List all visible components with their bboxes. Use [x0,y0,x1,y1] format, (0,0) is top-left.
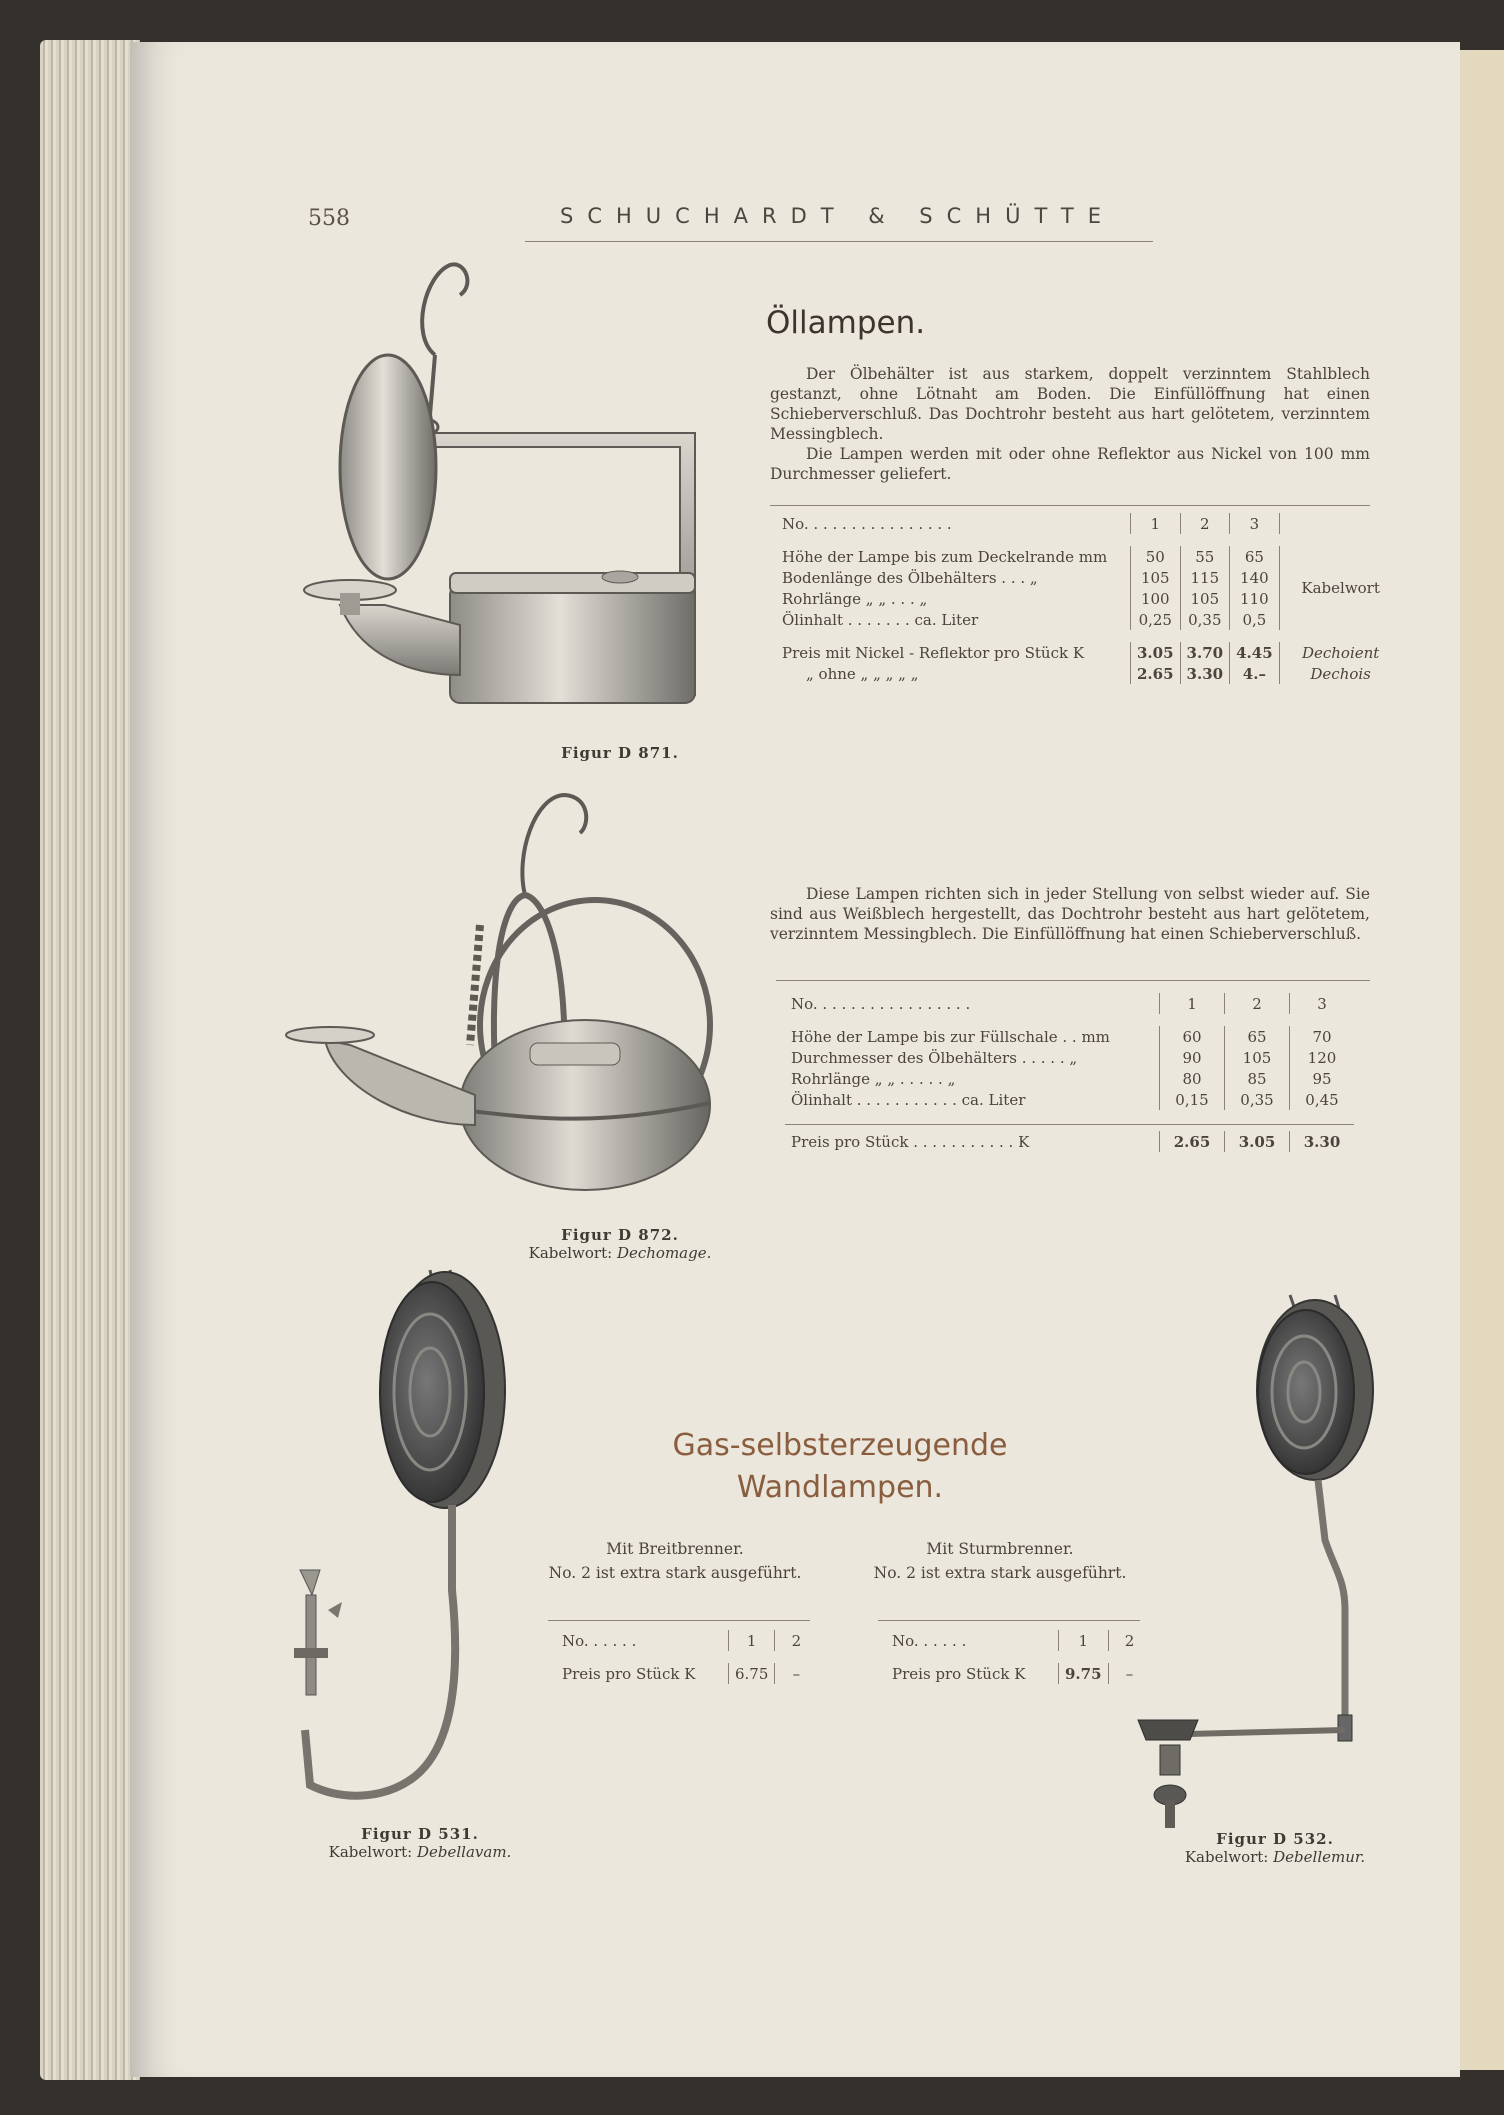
figure-caption-d531: Figur D 531. Kabelwort: Debellavam. [328,1825,512,1861]
table-row [776,546,1402,567]
no-label: No. . . . . . . . . . . . . . . . [782,514,952,533]
table1-top-rule [770,505,1370,506]
col-no-2: 2 [1225,993,1290,1014]
figure-caption-d532: Figur D 532. Kabelwort: Debellemur. [1184,1830,1366,1866]
no-label: No. . . . . . [562,1631,637,1650]
cell: 0,45 [1290,1089,1355,1110]
kabelwort-value: Debellemur. [1273,1848,1366,1866]
table-header-row [785,993,1354,1014]
cell: 0,5 [1230,609,1280,630]
oellampen-intro [770,364,1370,484]
figure-caption-d871: Figur D 871. [561,744,679,762]
cell: 85 [1225,1068,1290,1089]
cell: 120 [1290,1047,1355,1068]
price-cell: 3.30 [1180,663,1230,684]
breitbrenner-subheading: Mit Breitbrenner. No. 2 ist extra stark ausgeführt. [548,1540,802,1582]
cell: 50 [1131,546,1181,567]
col-no-3: 3 [1230,513,1280,534]
price-cell: – [775,1663,818,1684]
price-label: Preis pro Stück . . . . . . . . . . . K [791,1132,1030,1151]
cell: 95 [1290,1068,1355,1089]
table-row [785,1047,1354,1068]
price-cell: 2.65 [1131,663,1181,684]
no-label: No. . . . . . [892,1631,967,1650]
kabelwort-cell: Dechois [1279,663,1402,684]
price-cell: 6.75 [729,1663,775,1684]
cell: 80 [1160,1068,1225,1089]
lamp-illustration-d871 [300,255,720,730]
cell: 55 [1180,546,1230,567]
price-cell: 4.– [1230,663,1280,684]
col-no-1: 1 [1059,1630,1109,1651]
section2-intro: Diese Lampen richten sich in jeder Stellung von selbst wieder auf. Sie sind aus Weißblech hergestellt, das Dochtrohr besteht aus hart gelötetem, verzinntem Messingblech. Die Einfüllöffnung hat einen Schieberverschluß. [770,885,1370,943]
kabelwort-label: Kabelwort: [1184,1848,1269,1866]
col-no-2: 2 [775,1630,818,1651]
book-page-edges [40,40,140,2080]
table-header-row [886,1630,1151,1651]
cell: 60 [1160,1026,1225,1047]
sturmbrenner-subheading: Mit Sturmbrenner. No. 2 ist extra stark ausgeführt. [873,1540,1127,1582]
price-row [785,1131,1354,1152]
cell: 110 [1230,588,1280,609]
col-no-1: 1 [1160,993,1225,1014]
row-label: Höhe der Lampe bis zur Füllschale . . mm [791,1027,1110,1046]
row-label: Ölinhalt . . . . . . . . . . . ca. Liter [791,1090,1026,1109]
lamp-illustration-d872 [285,785,735,1240]
cell: 105 [1225,1047,1290,1068]
page-number: 558 [308,206,350,231]
price-cell: 3.70 [1180,642,1230,663]
table-row [785,1068,1354,1089]
cell: 140 [1230,567,1280,588]
col-no-1: 1 [729,1630,775,1651]
header-rule [525,241,1153,242]
price-cell: 3.30 [1290,1131,1355,1152]
price-cell: 4.45 [1230,642,1280,663]
cell: 90 [1160,1047,1225,1068]
oellampen-table [776,513,1402,684]
cell: 65 [1230,546,1280,567]
table2-top-rule [776,980,1370,981]
price-label: Preis pro Stück K [892,1664,1026,1683]
kabelwort-header: Kabelwort [1279,546,1402,630]
price-row [886,1663,1151,1684]
price-row [776,642,1402,663]
cell: 105 [1131,567,1181,588]
section-title-wandlampen: Gas-selbsterzeugende Wandlampen. [672,1428,1008,1505]
cell: 65 [1225,1026,1290,1047]
row-label: Bodenlänge des Ölbehälters . . . „ [782,568,1038,587]
price-row [776,663,1402,684]
row-label: Rohrlänge „ „ . . . „ [782,589,928,608]
figure-caption-d872: Figur D 872. Kabelwort: Dechomage. [528,1226,712,1262]
wall-lamp-illustration-d531 [280,1260,510,1820]
price-cell: 2.65 [1160,1131,1225,1152]
cell: 0,35 [1225,1089,1290,1110]
price-label: Preis pro Stück K [562,1664,696,1683]
price-cell: 3.05 [1131,642,1181,663]
table-header-row [556,1630,817,1651]
intro-paragraph-2: Die Lampen werden mit oder ohne Reflektor aus Nickel von 100 mm Durchmesser geliefert. [770,445,1370,483]
sturmbrenner-table-rule [878,1620,1140,1621]
cell: 100 [1131,588,1181,609]
kabelwort-value: Dechomage. [616,1244,712,1262]
table-row [785,1026,1354,1047]
breitbrenner-table [556,1630,817,1684]
row-label: Ölinhalt . . . . . . . ca. Liter [782,610,979,629]
cell: 105 [1180,588,1230,609]
row-label: Höhe der Lampe bis zum Deckelrande mm [782,547,1108,566]
col-no-2: 2 [1180,513,1230,534]
kabelwort-label: Kabelwort: [328,1843,413,1861]
price-label: Preis mit Nickel - Reflektor pro Stück K [782,643,1085,662]
section-title-oellampen: Öllampen. [766,305,926,341]
price-row [556,1663,817,1684]
intro-paragraph-1: Der Ölbehälter ist aus starkem, doppelt verzinntem Stahlblech gestanzt, ohne Lötnaht am Boden. Die Einfüllöffnung hat einen Schieberverschluß. Das Dochtrohr besteht aus hart gelötetem, verzinntem Messingblech. [770,365,1370,443]
wall-lamp-illustration-d532 [1120,1290,1380,1840]
cell: 70 [1290,1026,1355,1047]
breitbrenner-table-rule [548,1620,810,1621]
table-header-row [776,513,1402,534]
col-no-2: 2 [1108,1630,1151,1651]
sturmbrenner-table [886,1630,1151,1684]
kabelwort-label: Kabelwort: [528,1244,613,1262]
kabelwort-column-spacer [1279,513,1402,534]
cell: 115 [1180,567,1230,588]
col-no-3: 3 [1290,993,1355,1014]
cell: 0,15 [1160,1089,1225,1110]
running-header: SCHUCHARDT & SCHÜTTE [560,204,1115,228]
facing-page-edge [1458,50,1504,2070]
no-label: No. . . . . . . . . . . . . . . . . [791,994,971,1013]
row-label: Rohrlänge „ „ . . . . . „ [791,1069,956,1088]
kabelwort-cell: Dechoient [1279,642,1402,663]
selbstaufrichtende-lampen-table [785,993,1354,1152]
price-cell: 9.75 [1059,1663,1109,1684]
cell: 0,35 [1180,609,1230,630]
table-row [785,1089,1354,1110]
price-cell: 3.05 [1225,1131,1290,1152]
cell: 0,25 [1131,609,1181,630]
kabelwort-value: Debellavam. [417,1843,512,1861]
row-label: Durchmesser des Ölbehälters . . . . . „ [791,1048,1078,1067]
price-cell: – [1108,1663,1151,1684]
price-label: „ ohne „ „ „ „ „ [806,664,919,683]
col-no-1: 1 [1131,513,1181,534]
